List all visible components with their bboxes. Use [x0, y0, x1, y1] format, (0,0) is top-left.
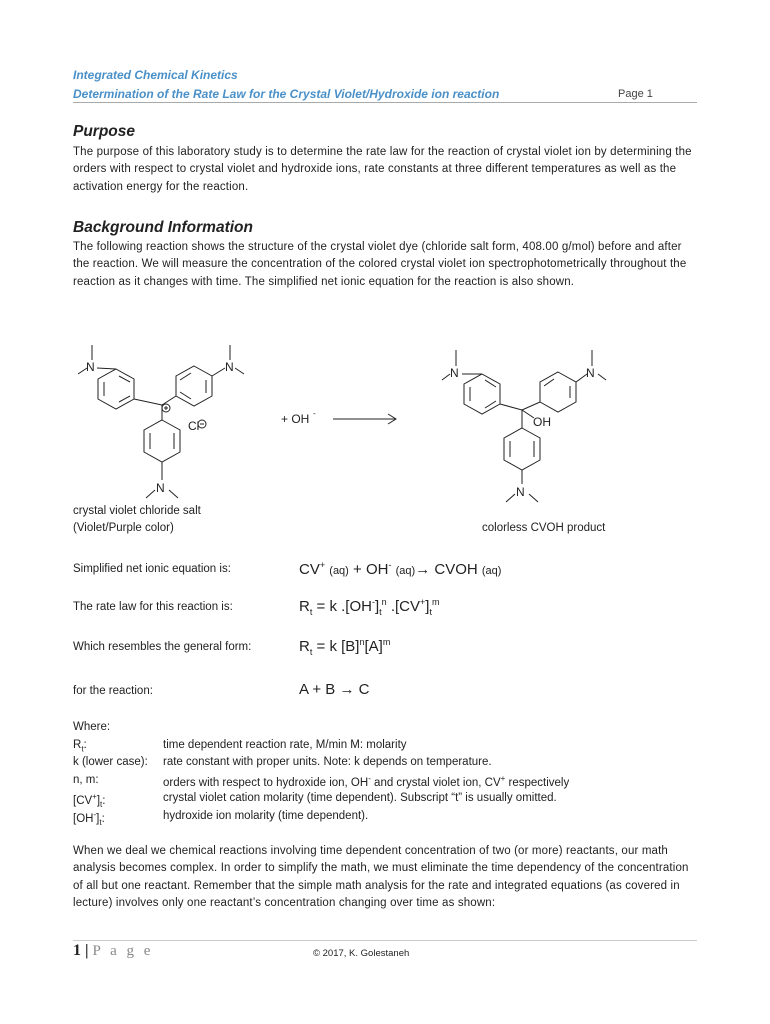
net-ionic-equation: CV+ (aq) + OH- (aq)→ CVOH (aq)	[299, 560, 502, 578]
hydroxide-charge: -	[313, 409, 316, 418]
product-oh-label: OH	[533, 415, 551, 429]
page-number: 1	[73, 942, 81, 959]
background-text: The following reaction shows the structure of the crystal violet dye (chloride salt form, 408.00 g/mol) before and after the reaction. We will measure the concentration of the colored crystal violet ion spectrophotometrically throughout the reaction as it changes with time. The simplified net ionic equation for the reaction is also shown.	[73, 241, 687, 288]
reactant-caption-name: crystal violet chloride salt	[73, 505, 201, 517]
where-def-oh: hydroxide ion molarity (time dependent).	[163, 810, 369, 822]
reactant-caption-color: (Violet/Purple color)	[73, 522, 174, 534]
footer-page-number: 1 | P a g e	[73, 942, 154, 959]
purpose-text: The purpose of this laboratory study is to determine the rate law for the reaction of crystal violet ion by determining the orders with respect to crystal violet and hydroxide ions, rate constants at three different temperatures as well as the activation energy for the reaction.	[73, 146, 692, 193]
where-key-oh: $[OH^-]_t$:	[73, 810, 105, 828]
background-heading: Background Information	[73, 219, 253, 236]
purpose-heading: Purpose	[73, 123, 136, 140]
page-word: P a g e	[92, 943, 154, 959]
experiment-title: Determination of the Rate Law for the Crystal Violet/Hydroxide ion reaction	[73, 87, 500, 101]
where-key-cv: $[CV^+]_t$:	[73, 792, 106, 810]
where-key-k: k (lower case):	[73, 756, 148, 768]
closing-text: When we deal we chemical reactions involving time dependent concentration of two (or more) reactants, our math analysis becomes complex. In order to simplify the math, we must eliminate the time dependency of the concentration of all but one reactant. Remember that the simple math analysis for the rate and integrated equations (as covered in lecture) involves only one reactant’s concentration changing over time as shown:	[73, 845, 689, 910]
general-reaction: A + B → C	[299, 681, 370, 698]
where-def-k: rate constant with proper units. Note: k depends on temperature.	[163, 756, 492, 768]
where-def-nm: orders with respect to hydroxide ion, OH- and crystal violet ion, CV+ respectively	[163, 774, 570, 789]
reactant-n-bottom: N	[156, 481, 165, 495]
where-def-cv: crystal violet cation molarity (time dependent). Subscript “t” is usually omitted.	[163, 792, 557, 804]
reaction-diagram	[0, 330, 770, 515]
rate-law-label: The rate law for this reaction is:	[73, 601, 233, 613]
product-n-right: N	[586, 366, 595, 380]
footer-divider	[73, 940, 697, 941]
where-key-rt: $R_t$:	[73, 739, 87, 754]
where-key-nm: n, m:	[73, 774, 99, 786]
reactant-n-left: N	[86, 360, 95, 374]
where-def-rt: time dependent reaction rate, M/min M: molarity	[163, 739, 407, 751]
reactant-n-right: N	[225, 360, 234, 374]
product-n-left: N	[450, 366, 459, 380]
header-divider	[73, 102, 697, 103]
where-heading: Where:	[73, 721, 111, 733]
rate-law-equation: $R_t = k$ $.[OH^-]_t^n$ $.[CV^+]_t^m$	[299, 597, 440, 617]
product-n-bottom: N	[516, 485, 525, 499]
course-title: Integrated Chemical Kinetics	[73, 68, 238, 82]
page-label: Page 1	[618, 88, 653, 100]
general-form-equation: $R_t = k$ $[B]^n[A]^m$	[299, 637, 391, 657]
plus-hydroxide-label: + OH	[281, 412, 310, 426]
footer-copyright: © 2017, K. Golestaneh	[313, 948, 410, 959]
product-caption: colorless CVOH product	[482, 522, 606, 534]
net-ionic-label: Simplified net ionic equation is:	[73, 563, 231, 575]
general-form-label: Which resembles the general form:	[73, 641, 252, 653]
chloride-label: Cl	[188, 419, 200, 433]
reaction-label: for the reaction:	[73, 685, 153, 697]
